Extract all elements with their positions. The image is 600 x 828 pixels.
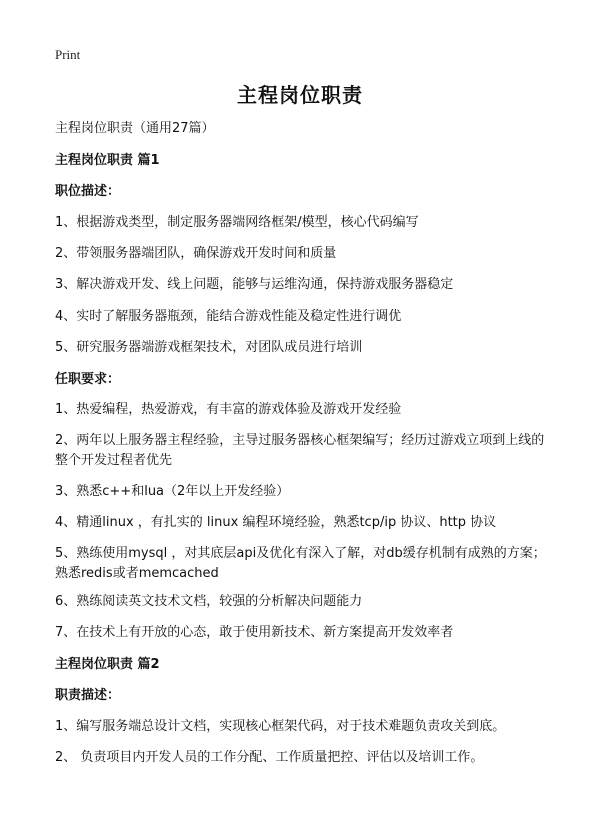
duty-item-2-2: 2、 负责项目内开发人员的工作分配、工作质量把控、评估以及培训工作。: [55, 750, 484, 765]
duty-item-3: 3、解决游戏开发、线上问题，能够与运维沟通，保持游戏服务器稳定: [55, 277, 454, 292]
intro-text: 主程岗位职责（通用27篇）: [55, 121, 215, 136]
page-title: 主程岗位职责: [237, 83, 363, 107]
duty-item-2: 2、带领服务器端团队，确保游戏开发时间和质量: [55, 246, 337, 261]
requirement-item-7: 7、在技术上有开放的心态，敢于使用新技术、新方案提高开发效率者: [55, 625, 454, 640]
duty-item-4: 4、实时了解服务器瓶颈，能结合游戏性能及稳定性进行调优: [55, 309, 402, 324]
duty-item-2-1: 1、编写服务端总设计文档，实现核心框架代码，对于技术难题负责攻关到底。: [55, 719, 506, 734]
section-heading-2: 主程岗位职责 篇2: [55, 657, 160, 672]
duties-heading-2: 职责描述：: [55, 688, 121, 703]
requirement-item-2: 2、两年以上服务器主程经验，主导过服务器核心框架编写；经历过游戏立项到上线的整个开发过程者优先: [55, 433, 545, 468]
requirement-item-6: 6、熟练阅读英文技术文档，较强的分析解决问题能力: [55, 594, 363, 609]
requirement-item-5: 5、熟练使用mysql ，对其底层api及优化有深入了解，对db缓存机制有成熟的方案；熟悉redis或者memcached: [55, 546, 546, 581]
requirement-item-3: 3、熟悉c++和lua（2年以上开发经验）: [55, 484, 290, 499]
duties-heading-1: 职位描述：: [55, 184, 121, 199]
requirements-heading-1: 任职要求：: [55, 372, 121, 387]
duty-item-5: 5、研究服务器端游戏框架技术，对团队成员进行培训: [55, 340, 363, 355]
requirement-item-4: 4、精通linux ，有扎实的 linux 编程环境经验，熟悉tcp/ip 协议、http 协议: [55, 515, 497, 530]
section-heading-1: 主程岗位职责 篇1: [55, 153, 160, 168]
print-label: Print: [55, 47, 81, 62]
duty-item-1: 1、根据游戏类型，制定服务器端网络框架/模型，核心代码编写: [55, 215, 419, 230]
requirement-item-1: 1、热爱编程，热爱游戏，有丰富的游戏体验及游戏开发经验: [55, 402, 402, 417]
